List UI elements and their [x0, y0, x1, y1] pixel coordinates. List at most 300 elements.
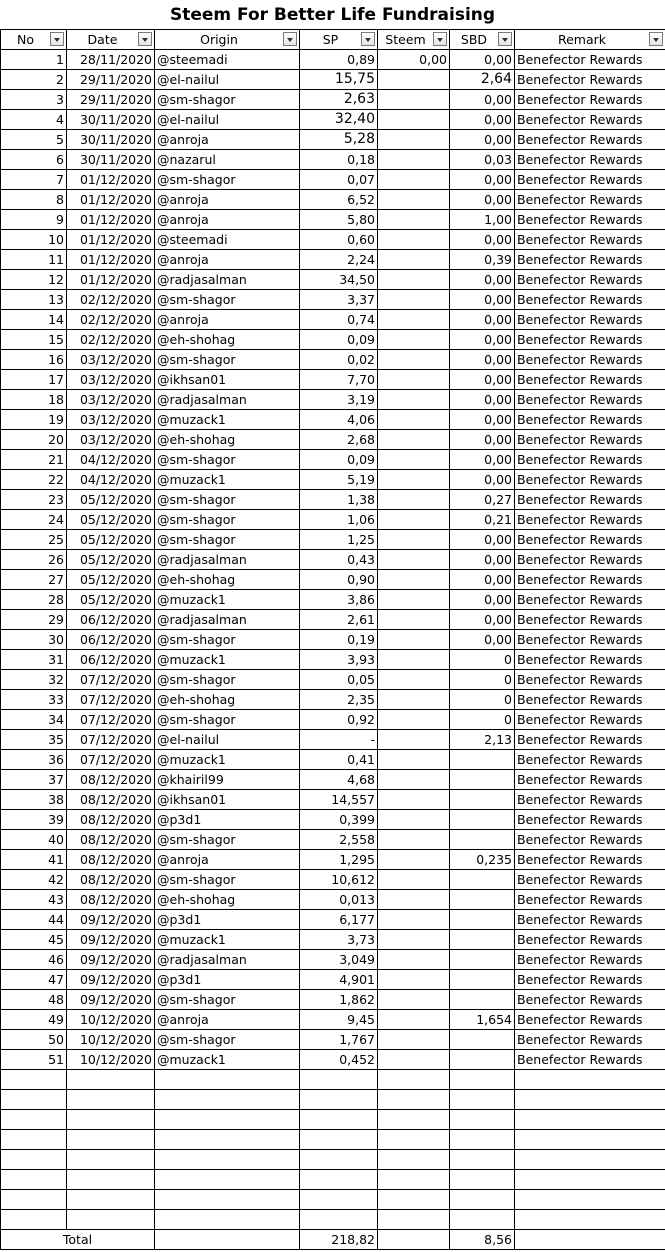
cell-sbd[interactable]: 0,235: [450, 850, 515, 870]
cell-steem[interactable]: [378, 350, 450, 370]
cell-sbd[interactable]: 0,00: [450, 550, 515, 570]
cell-date[interactable]: 01/12/2020: [67, 250, 155, 270]
cell-no[interactable]: 18: [1, 390, 67, 410]
empty-cell[interactable]: [1, 1170, 67, 1190]
cell-remark[interactable]: Benefector Rewards: [515, 850, 665, 870]
cell-steem[interactable]: [378, 410, 450, 430]
empty-cell[interactable]: [1, 1210, 67, 1230]
cell-sbd[interactable]: 0,03: [450, 150, 515, 170]
cell-date[interactable]: 09/12/2020: [67, 910, 155, 930]
cell-date[interactable]: 05/12/2020: [67, 530, 155, 550]
column-header-sbd[interactable]: SBD: [450, 30, 515, 50]
cell-sbd[interactable]: [450, 790, 515, 810]
cell-sp[interactable]: 4,06: [300, 410, 378, 430]
cell-origin[interactable]: @nazarul: [155, 150, 300, 170]
cell-sbd[interactable]: 0,00: [450, 270, 515, 290]
filter-dropdown-icon[interactable]: [361, 32, 375, 46]
cell-steem[interactable]: [378, 1010, 450, 1030]
empty-cell[interactable]: [450, 1110, 515, 1130]
cell-origin[interactable]: @sm-shagor: [155, 630, 300, 650]
cell-date[interactable]: 28/11/2020: [67, 50, 155, 70]
empty-cell[interactable]: [67, 1090, 155, 1110]
cell-remark[interactable]: Benefector Rewards: [515, 270, 665, 290]
cell-sp[interactable]: 2,68: [300, 430, 378, 450]
cell-origin[interactable]: @sm-shagor: [155, 670, 300, 690]
cell-remark[interactable]: Benefector Rewards: [515, 1030, 665, 1050]
empty-cell[interactable]: [1, 1110, 67, 1130]
cell-remark[interactable]: Benefector Rewards: [515, 1050, 665, 1070]
empty-cell[interactable]: [378, 1130, 450, 1150]
cell-date[interactable]: 29/11/2020: [67, 90, 155, 110]
cell-origin[interactable]: @radjasalman: [155, 270, 300, 290]
cell-steem[interactable]: [378, 450, 450, 470]
cell-date[interactable]: 10/12/2020: [67, 1030, 155, 1050]
cell-steem[interactable]: [378, 850, 450, 870]
cell-sp[interactable]: 3,19: [300, 390, 378, 410]
cell-remark[interactable]: Benefector Rewards: [515, 310, 665, 330]
cell-no[interactable]: 27: [1, 570, 67, 590]
cell-date[interactable]: 06/12/2020: [67, 610, 155, 630]
cell-sbd[interactable]: 0,39: [450, 250, 515, 270]
empty-cell[interactable]: [67, 1210, 155, 1230]
cell-sp[interactable]: 0,60: [300, 230, 378, 250]
empty-cell[interactable]: [300, 1150, 378, 1170]
cell-no[interactable]: 26: [1, 550, 67, 570]
cell-sbd[interactable]: 0,00: [450, 90, 515, 110]
cell-steem[interactable]: [378, 290, 450, 310]
cell-date[interactable]: 05/12/2020: [67, 510, 155, 530]
cell-steem[interactable]: [378, 1050, 450, 1070]
filter-dropdown-icon[interactable]: [649, 32, 663, 46]
cell-remark[interactable]: Benefector Rewards: [515, 410, 665, 430]
cell-no[interactable]: 30: [1, 630, 67, 650]
cell-remark[interactable]: Benefector Rewards: [515, 110, 665, 130]
total-remark-cell[interactable]: [515, 1230, 665, 1250]
empty-cell[interactable]: [67, 1190, 155, 1210]
cell-sp[interactable]: 1,25: [300, 530, 378, 550]
cell-no[interactable]: 35: [1, 730, 67, 750]
cell-remark[interactable]: Benefector Rewards: [515, 670, 665, 690]
cell-no[interactable]: 4: [1, 110, 67, 130]
filter-dropdown-icon[interactable]: [50, 32, 64, 46]
cell-no[interactable]: 24: [1, 510, 67, 530]
cell-sbd[interactable]: 0,00: [450, 230, 515, 250]
cell-sp[interactable]: 15,75: [300, 70, 378, 90]
cell-sbd[interactable]: 1,00: [450, 210, 515, 230]
column-header-remark[interactable]: Remark: [515, 30, 665, 50]
empty-cell[interactable]: [155, 1090, 300, 1110]
cell-sbd[interactable]: 0,00: [450, 570, 515, 590]
cell-steem[interactable]: [378, 970, 450, 990]
cell-date[interactable]: 05/12/2020: [67, 490, 155, 510]
cell-date[interactable]: 08/12/2020: [67, 830, 155, 850]
cell-origin[interactable]: @muzack1: [155, 1050, 300, 1070]
cell-no[interactable]: 39: [1, 810, 67, 830]
empty-cell[interactable]: [300, 1210, 378, 1230]
empty-cell[interactable]: [300, 1170, 378, 1190]
cell-sp[interactable]: 4,901: [300, 970, 378, 990]
cell-sbd[interactable]: 0,21: [450, 510, 515, 530]
cell-remark[interactable]: Benefector Rewards: [515, 510, 665, 530]
cell-remark[interactable]: Benefector Rewards: [515, 990, 665, 1010]
cell-sbd[interactable]: 2,64: [450, 70, 515, 90]
cell-sbd[interactable]: 0,00: [450, 330, 515, 350]
cell-no[interactable]: 40: [1, 830, 67, 850]
cell-steem[interactable]: [378, 870, 450, 890]
cell-steem[interactable]: [378, 990, 450, 1010]
cell-sp[interactable]: 1,06: [300, 510, 378, 530]
total-steem-cell[interactable]: [378, 1230, 450, 1250]
cell-sp[interactable]: 0,74: [300, 310, 378, 330]
cell-date[interactable]: 07/12/2020: [67, 670, 155, 690]
empty-cell[interactable]: [378, 1090, 450, 1110]
cell-steem[interactable]: [378, 1030, 450, 1050]
cell-origin[interactable]: @eh-shohag: [155, 330, 300, 350]
cell-sbd[interactable]: 0,00: [450, 470, 515, 490]
cell-sbd[interactable]: 0,00: [450, 610, 515, 630]
cell-origin[interactable]: @sm-shagor: [155, 90, 300, 110]
empty-cell[interactable]: [300, 1070, 378, 1090]
cell-sbd[interactable]: [450, 930, 515, 950]
cell-origin[interactable]: @anroja: [155, 190, 300, 210]
cell-date[interactable]: 07/12/2020: [67, 710, 155, 730]
cell-sbd[interactable]: 0,00: [450, 530, 515, 550]
cell-origin[interactable]: @sm-shagor: [155, 450, 300, 470]
cell-no[interactable]: 1: [1, 50, 67, 70]
cell-sp[interactable]: 2,63: [300, 90, 378, 110]
cell-remark[interactable]: Benefector Rewards: [515, 570, 665, 590]
cell-sbd[interactable]: [450, 830, 515, 850]
cell-sp[interactable]: 3,73: [300, 930, 378, 950]
cell-date[interactable]: 01/12/2020: [67, 190, 155, 210]
cell-sp[interactable]: 6,52: [300, 190, 378, 210]
cell-origin[interactable]: @anroja: [155, 210, 300, 230]
cell-origin[interactable]: @radjasalman: [155, 610, 300, 630]
cell-remark[interactable]: Benefector Rewards: [515, 330, 665, 350]
cell-origin[interactable]: @eh-shohag: [155, 690, 300, 710]
cell-origin[interactable]: @sm-shagor: [155, 990, 300, 1010]
cell-steem[interactable]: [378, 210, 450, 230]
cell-sp[interactable]: 9,45: [300, 1010, 378, 1030]
cell-sbd[interactable]: 0,00: [450, 170, 515, 190]
cell-sbd[interactable]: [450, 890, 515, 910]
cell-steem[interactable]: [378, 730, 450, 750]
cell-sp[interactable]: 0,07: [300, 170, 378, 190]
cell-origin[interactable]: @khairil99: [155, 770, 300, 790]
cell-date[interactable]: 03/12/2020: [67, 370, 155, 390]
cell-origin[interactable]: @muzack1: [155, 590, 300, 610]
cell-sbd[interactable]: 2,13: [450, 730, 515, 750]
cell-date[interactable]: 07/12/2020: [67, 690, 155, 710]
cell-sp[interactable]: 1,767: [300, 1030, 378, 1050]
cell-no[interactable]: 28: [1, 590, 67, 610]
cell-sp[interactable]: 0,90: [300, 570, 378, 590]
cell-steem[interactable]: [378, 550, 450, 570]
cell-steem[interactable]: [378, 590, 450, 610]
cell-remark[interactable]: Benefector Rewards: [515, 370, 665, 390]
cell-sbd[interactable]: [450, 950, 515, 970]
cell-steem[interactable]: [378, 830, 450, 850]
cell-sp[interactable]: 0,05: [300, 670, 378, 690]
cell-steem[interactable]: [378, 190, 450, 210]
cell-steem[interactable]: [378, 650, 450, 670]
cell-remark[interactable]: Benefector Rewards: [515, 150, 665, 170]
cell-origin[interactable]: @muzack1: [155, 930, 300, 950]
cell-remark[interactable]: Benefector Rewards: [515, 550, 665, 570]
cell-origin[interactable]: @eh-shohag: [155, 890, 300, 910]
cell-remark[interactable]: Benefector Rewards: [515, 1010, 665, 1030]
empty-cell[interactable]: [155, 1110, 300, 1130]
cell-sp[interactable]: 0,02: [300, 350, 378, 370]
empty-cell[interactable]: [515, 1210, 665, 1230]
cell-remark[interactable]: Benefector Rewards: [515, 430, 665, 450]
cell-steem[interactable]: [378, 370, 450, 390]
cell-sp[interactable]: 1,862: [300, 990, 378, 1010]
cell-steem[interactable]: [378, 270, 450, 290]
cell-steem[interactable]: 0,00: [378, 50, 450, 70]
cell-sbd[interactable]: 0,00: [450, 410, 515, 430]
cell-steem[interactable]: [378, 950, 450, 970]
cell-remark[interactable]: Benefector Rewards: [515, 230, 665, 250]
cell-origin[interactable]: @sm-shagor: [155, 510, 300, 530]
cell-steem[interactable]: [378, 770, 450, 790]
cell-date[interactable]: 01/12/2020: [67, 170, 155, 190]
cell-remark[interactable]: Benefector Rewards: [515, 690, 665, 710]
cell-steem[interactable]: [378, 610, 450, 630]
empty-cell[interactable]: [515, 1090, 665, 1110]
cell-remark[interactable]: Benefector Rewards: [515, 790, 665, 810]
cell-no[interactable]: 37: [1, 770, 67, 790]
cell-date[interactable]: 30/11/2020: [67, 150, 155, 170]
cell-date[interactable]: 05/12/2020: [67, 550, 155, 570]
empty-cell[interactable]: [67, 1150, 155, 1170]
cell-remark[interactable]: Benefector Rewards: [515, 970, 665, 990]
cell-sp[interactable]: 34,50: [300, 270, 378, 290]
empty-cell[interactable]: [67, 1070, 155, 1090]
cell-steem[interactable]: [378, 750, 450, 770]
column-header-sp[interactable]: SP: [300, 30, 378, 50]
cell-sp[interactable]: 0,452: [300, 1050, 378, 1070]
cell-steem[interactable]: [378, 690, 450, 710]
cell-sbd[interactable]: [450, 910, 515, 930]
cell-sp[interactable]: 2,61: [300, 610, 378, 630]
cell-date[interactable]: 02/12/2020: [67, 290, 155, 310]
total-sp[interactable]: 218,82: [300, 1230, 378, 1250]
cell-origin[interactable]: @radjasalman: [155, 950, 300, 970]
cell-date[interactable]: 03/12/2020: [67, 430, 155, 450]
column-header-date[interactable]: Date: [67, 30, 155, 50]
cell-sbd[interactable]: [450, 970, 515, 990]
cell-no[interactable]: 6: [1, 150, 67, 170]
cell-no[interactable]: 3: [1, 90, 67, 110]
cell-sp[interactable]: 3,93: [300, 650, 378, 670]
empty-cell[interactable]: [300, 1110, 378, 1130]
empty-cell[interactable]: [67, 1110, 155, 1130]
cell-no[interactable]: 23: [1, 490, 67, 510]
cell-remark[interactable]: Benefector Rewards: [515, 190, 665, 210]
cell-origin[interactable]: @anroja: [155, 250, 300, 270]
cell-date[interactable]: 09/12/2020: [67, 950, 155, 970]
cell-no[interactable]: 32: [1, 670, 67, 690]
column-header-steem[interactable]: Steem: [378, 30, 450, 50]
cell-steem[interactable]: [378, 630, 450, 650]
cell-remark[interactable]: Benefector Rewards: [515, 70, 665, 90]
cell-no[interactable]: 38: [1, 790, 67, 810]
cell-steem[interactable]: [378, 890, 450, 910]
cell-no[interactable]: 31: [1, 650, 67, 670]
cell-origin[interactable]: @sm-shagor: [155, 290, 300, 310]
empty-cell[interactable]: [155, 1210, 300, 1230]
cell-remark[interactable]: Benefector Rewards: [515, 50, 665, 70]
cell-no[interactable]: 13: [1, 290, 67, 310]
cell-origin[interactable]: @sm-shagor: [155, 170, 300, 190]
cell-origin[interactable]: @muzack1: [155, 650, 300, 670]
cell-no[interactable]: 51: [1, 1050, 67, 1070]
cell-date[interactable]: 04/12/2020: [67, 450, 155, 470]
cell-sp[interactable]: 0,41: [300, 750, 378, 770]
empty-cell[interactable]: [450, 1090, 515, 1110]
cell-no[interactable]: 14: [1, 310, 67, 330]
cell-sbd[interactable]: 0,00: [450, 430, 515, 450]
cell-no[interactable]: 8: [1, 190, 67, 210]
cell-date[interactable]: 01/12/2020: [67, 230, 155, 250]
cell-remark[interactable]: Benefector Rewards: [515, 530, 665, 550]
cell-no[interactable]: 33: [1, 690, 67, 710]
cell-remark[interactable]: Benefector Rewards: [515, 650, 665, 670]
cell-sbd[interactable]: 0,00: [450, 50, 515, 70]
cell-origin[interactable]: @sm-shagor: [155, 350, 300, 370]
cell-origin[interactable]: @eh-shohag: [155, 570, 300, 590]
cell-steem[interactable]: [378, 810, 450, 830]
filter-dropdown-icon[interactable]: [283, 32, 297, 46]
cell-remark[interactable]: Benefector Rewards: [515, 250, 665, 270]
cell-origin[interactable]: @muzack1: [155, 410, 300, 430]
cell-no[interactable]: 11: [1, 250, 67, 270]
cell-origin[interactable]: @el-nailul: [155, 110, 300, 130]
cell-steem[interactable]: [378, 170, 450, 190]
cell-remark[interactable]: Benefector Rewards: [515, 90, 665, 110]
cell-steem[interactable]: [378, 530, 450, 550]
cell-sbd[interactable]: 0,00: [450, 590, 515, 610]
empty-cell[interactable]: [300, 1090, 378, 1110]
cell-remark[interactable]: Benefector Rewards: [515, 730, 665, 750]
cell-date[interactable]: 01/12/2020: [67, 210, 155, 230]
cell-date[interactable]: 04/12/2020: [67, 470, 155, 490]
cell-no[interactable]: 9: [1, 210, 67, 230]
cell-sbd[interactable]: 0,00: [450, 370, 515, 390]
empty-cell[interactable]: [450, 1190, 515, 1210]
cell-steem[interactable]: [378, 570, 450, 590]
cell-origin[interactable]: @muzack1: [155, 750, 300, 770]
cell-sp[interactable]: 2,558: [300, 830, 378, 850]
empty-cell[interactable]: [515, 1170, 665, 1190]
cell-origin[interactable]: @steemadi: [155, 230, 300, 250]
cell-remark[interactable]: Benefector Rewards: [515, 750, 665, 770]
cell-no[interactable]: 10: [1, 230, 67, 250]
cell-steem[interactable]: [378, 470, 450, 490]
cell-steem[interactable]: [378, 250, 450, 270]
cell-sp[interactable]: 3,37: [300, 290, 378, 310]
cell-remark[interactable]: Benefector Rewards: [515, 450, 665, 470]
cell-steem[interactable]: [378, 150, 450, 170]
cell-no[interactable]: 48: [1, 990, 67, 1010]
column-header-origin[interactable]: Origin: [155, 30, 300, 50]
cell-date[interactable]: 05/12/2020: [67, 590, 155, 610]
cell-date[interactable]: 08/12/2020: [67, 770, 155, 790]
cell-sbd[interactable]: [450, 990, 515, 1010]
cell-origin[interactable]: @sm-shagor: [155, 490, 300, 510]
empty-cell[interactable]: [378, 1110, 450, 1130]
total-origin-cell[interactable]: [155, 1230, 300, 1250]
empty-cell[interactable]: [378, 1210, 450, 1230]
cell-sp[interactable]: 1,295: [300, 850, 378, 870]
cell-steem[interactable]: [378, 310, 450, 330]
empty-cell[interactable]: [1, 1150, 67, 1170]
cell-steem[interactable]: [378, 390, 450, 410]
cell-date[interactable]: 03/12/2020: [67, 350, 155, 370]
cell-sp[interactable]: -: [300, 730, 378, 750]
cell-origin[interactable]: @eh-shohag: [155, 430, 300, 450]
cell-origin[interactable]: @ikhsan01: [155, 790, 300, 810]
cell-sbd[interactable]: 0,00: [450, 350, 515, 370]
cell-date[interactable]: 29/11/2020: [67, 70, 155, 90]
cell-sbd[interactable]: [450, 810, 515, 830]
cell-remark[interactable]: Benefector Rewards: [515, 830, 665, 850]
cell-no[interactable]: 47: [1, 970, 67, 990]
cell-no[interactable]: 15: [1, 330, 67, 350]
cell-remark[interactable]: Benefector Rewards: [515, 590, 665, 610]
cell-sbd[interactable]: [450, 750, 515, 770]
cell-sp[interactable]: 7,70: [300, 370, 378, 390]
cell-no[interactable]: 7: [1, 170, 67, 190]
cell-date[interactable]: 30/11/2020: [67, 130, 155, 150]
cell-remark[interactable]: Benefector Rewards: [515, 290, 665, 310]
cell-remark[interactable]: Benefector Rewards: [515, 170, 665, 190]
cell-remark[interactable]: Benefector Rewards: [515, 810, 665, 830]
cell-sbd[interactable]: 1,654: [450, 1010, 515, 1030]
cell-origin[interactable]: @anroja: [155, 1010, 300, 1030]
cell-sbd[interactable]: 0,00: [450, 310, 515, 330]
cell-origin[interactable]: @sm-shagor: [155, 530, 300, 550]
cell-sbd[interactable]: 0: [450, 670, 515, 690]
cell-no[interactable]: 22: [1, 470, 67, 490]
empty-cell[interactable]: [450, 1150, 515, 1170]
cell-sp[interactable]: 0,18: [300, 150, 378, 170]
cell-sbd[interactable]: 0,00: [450, 290, 515, 310]
cell-origin[interactable]: @anroja: [155, 310, 300, 330]
cell-sp[interactable]: 10,612: [300, 870, 378, 890]
empty-cell[interactable]: [378, 1170, 450, 1190]
cell-date[interactable]: 09/12/2020: [67, 990, 155, 1010]
cell-date[interactable]: 30/11/2020: [67, 110, 155, 130]
cell-sp[interactable]: 3,049: [300, 950, 378, 970]
cell-origin[interactable]: @radjasalman: [155, 390, 300, 410]
cell-sbd[interactable]: 0,00: [450, 390, 515, 410]
cell-sbd[interactable]: 0: [450, 650, 515, 670]
cell-sbd[interactable]: 0,00: [450, 190, 515, 210]
cell-sp[interactable]: 5,80: [300, 210, 378, 230]
cell-remark[interactable]: Benefector Rewards: [515, 890, 665, 910]
cell-date[interactable]: 10/12/2020: [67, 1050, 155, 1070]
cell-no[interactable]: 29: [1, 610, 67, 630]
empty-cell[interactable]: [450, 1210, 515, 1230]
empty-cell[interactable]: [155, 1150, 300, 1170]
filter-dropdown-icon[interactable]: [498, 32, 512, 46]
cell-steem[interactable]: [378, 510, 450, 530]
cell-remark[interactable]: Benefector Rewards: [515, 710, 665, 730]
cell-remark[interactable]: Benefector Rewards: [515, 770, 665, 790]
cell-sp[interactable]: 14,557: [300, 790, 378, 810]
